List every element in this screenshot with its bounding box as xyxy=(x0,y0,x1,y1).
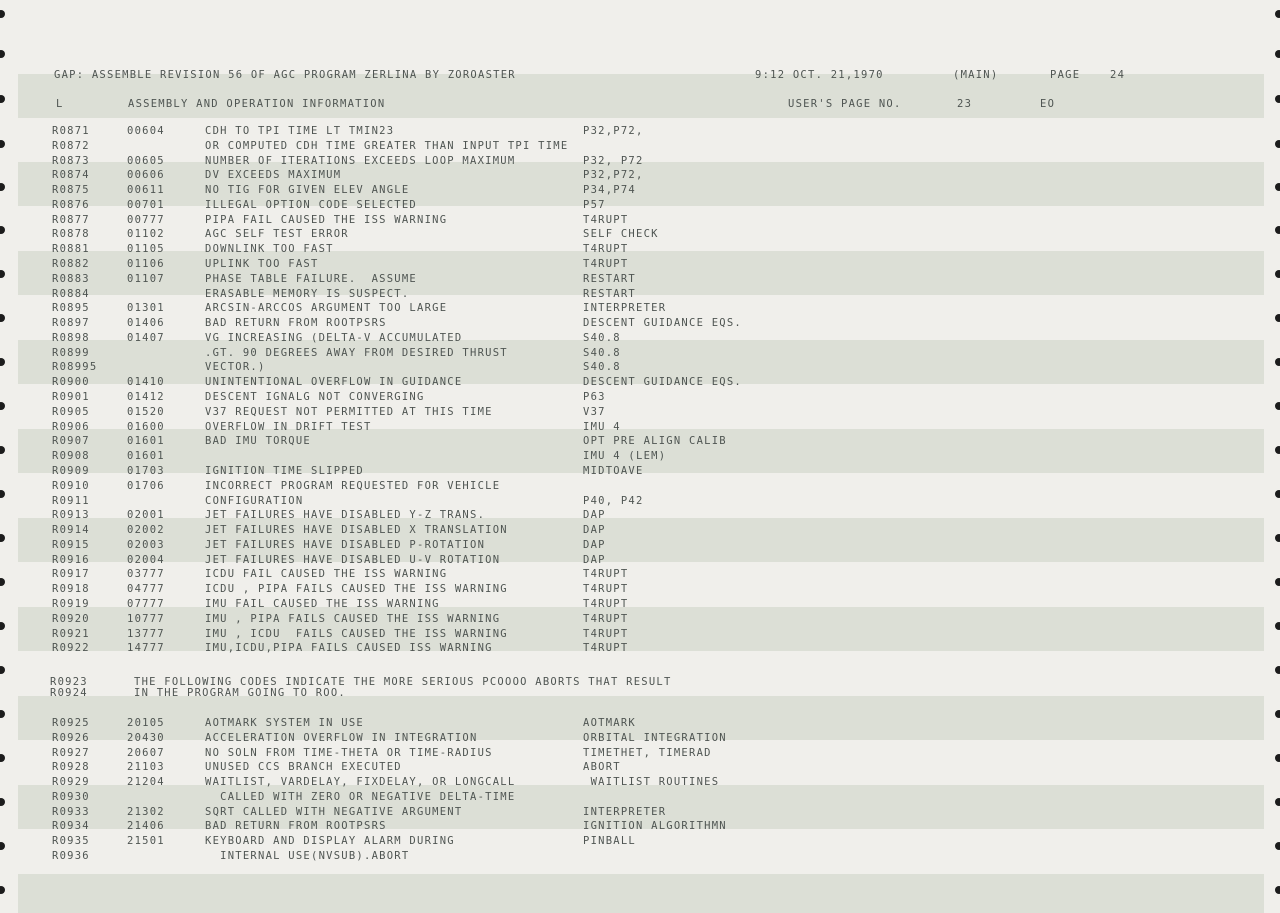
line-id: R0921 xyxy=(52,627,90,640)
line-id: R0925 xyxy=(52,717,90,729)
description: AGC SELF TEST ERROR xyxy=(205,228,349,241)
line-id: R0929 xyxy=(52,776,90,789)
feed-hole xyxy=(1275,754,1280,762)
reference: AOTMARK xyxy=(583,717,637,729)
header-section: (MAIN) xyxy=(953,69,999,81)
description: JET FAILURES HAVE DISABLED U-V ROTATION xyxy=(205,553,501,566)
reference: WAITLIST ROUTINES xyxy=(583,776,720,789)
line-id: R0871 xyxy=(52,125,90,137)
reference: P57 xyxy=(583,198,606,211)
reference: IGNITION ALGORITHMN xyxy=(583,820,727,833)
description: ICDU , PIPA FAILS CAUSED THE ISS WARNING xyxy=(205,583,508,596)
reference: S40.8 xyxy=(583,346,621,359)
reference: V37 xyxy=(583,405,606,418)
description: SQRT CALLED WITH NEGATIVE ARGUMENT xyxy=(205,805,463,818)
feed-hole xyxy=(1275,534,1280,542)
octal-code: 01601 xyxy=(127,450,165,463)
line-id: R0899 xyxy=(52,346,90,359)
octal-code: 00611 xyxy=(127,184,165,197)
description: DV EXCEEDS MAXIMUM xyxy=(205,169,342,182)
octal-code: 04777 xyxy=(127,583,165,596)
description: IMU FAIL CAUSED THE ISS WARNING xyxy=(205,597,440,610)
feed-hole xyxy=(0,754,5,762)
feed-hole xyxy=(1275,358,1280,366)
line-id: R0872 xyxy=(52,139,90,152)
octal-code: 01107 xyxy=(127,272,165,285)
feed-hole xyxy=(1275,314,1280,322)
line-id: R0897 xyxy=(52,317,90,330)
line-id: R0874 xyxy=(52,169,90,182)
line-id: R0882 xyxy=(52,258,90,271)
description: IGNITION TIME SLIPPED xyxy=(205,464,365,477)
octal-code: 01410 xyxy=(127,376,165,389)
reference: P32,P72, xyxy=(583,169,644,182)
feed-hole xyxy=(1275,402,1280,410)
header-assemble-line: GAP: ASSEMBLE REVISION 56 OF AGC PROGRAM ZERLINA BY ZOROASTER xyxy=(54,69,516,81)
line-id: R0878 xyxy=(52,228,90,241)
reference: T4RUPT xyxy=(583,568,629,581)
feed-hole xyxy=(0,10,5,18)
description: ACCELERATION OVERFLOW IN INTEGRATION xyxy=(205,731,478,744)
reference: P40, P42 xyxy=(583,494,644,507)
reference: DESCENT GUIDANCE EQS. xyxy=(583,376,743,389)
reference: DESCENT GUIDANCE EQS. xyxy=(583,317,743,330)
octal-code: 01406 xyxy=(127,317,165,330)
line-id: R0936 xyxy=(52,850,90,863)
line-id: R0930 xyxy=(52,790,90,803)
description: ARCSIN-ARCCOS ARGUMENT TOO LARGE xyxy=(205,302,448,315)
reference: IMU 4 (LEM) xyxy=(583,450,667,463)
description: INTERNAL USE(NVSUB).ABORT xyxy=(205,850,410,863)
line-id: R0884 xyxy=(52,287,90,300)
feed-hole xyxy=(1275,226,1280,234)
header-users-page-number: 23 xyxy=(957,98,973,110)
octal-code: 00605 xyxy=(127,154,165,167)
note-line-2: IN THE PROGRAM GOING TO ROO. xyxy=(134,687,347,699)
feed-hole xyxy=(0,798,5,806)
feed-hole xyxy=(0,534,5,542)
feed-hole xyxy=(1275,270,1280,278)
reference: S40.8 xyxy=(583,331,621,344)
feed-hole xyxy=(0,886,5,894)
note-line-1: THE FOLLOWING CODES INDICATE THE MORE SERIOUS PCOOOO ABORTS THAT RESULT xyxy=(134,676,672,688)
note-line-id: R0923 xyxy=(50,676,88,688)
description: ICDU FAIL CAUSED THE ISS WARNING xyxy=(205,568,448,581)
octal-code: 00777 xyxy=(127,213,165,226)
description: UNINTENTIONAL OVERFLOW IN GUIDANCE xyxy=(205,376,463,389)
line-id: R0905 xyxy=(52,405,90,418)
description: PHASE TABLE FAILURE. ASSUME xyxy=(205,272,418,285)
header-eo: EO xyxy=(1040,98,1056,110)
reference: T4RUPT xyxy=(583,258,629,271)
line-id: R0900 xyxy=(52,376,90,389)
octal-code: 01412 xyxy=(127,391,165,404)
octal-code: 01301 xyxy=(127,302,165,315)
reference: T4RUPT xyxy=(583,243,629,256)
feed-hole xyxy=(0,490,5,498)
feed-hole xyxy=(1275,842,1280,850)
description: DOWNLINK TOO FAST xyxy=(205,243,334,256)
description: DESCENT IGNALG NOT CONVERGING xyxy=(205,391,425,404)
feed-hole xyxy=(0,314,5,322)
description: BAD RETURN FROM ROOTPSRS xyxy=(205,820,387,833)
line-id: R0907 xyxy=(52,435,90,448)
header-timestamp: 9:12 OCT. 21,1970 xyxy=(755,69,884,81)
description: VECTOR.) xyxy=(205,361,266,374)
octal-code: 00606 xyxy=(127,169,165,182)
line-id: R0895 xyxy=(52,302,90,315)
line-id: R0927 xyxy=(52,746,90,759)
feed-hole xyxy=(0,270,5,278)
greenbar-band xyxy=(18,874,1264,913)
feed-hole xyxy=(0,140,5,148)
reference: OPT PRE ALIGN CALIB xyxy=(583,435,727,448)
description: KEYBOARD AND DISPLAY ALARM DURING xyxy=(205,835,455,848)
line-id: R0920 xyxy=(52,612,90,625)
feed-hole xyxy=(0,358,5,366)
reference: RESTART xyxy=(583,287,637,300)
octal-code: 01601 xyxy=(127,435,165,448)
description: IMU,ICDU,PIPA FAILS CAUSED ISS WARNING xyxy=(205,642,493,655)
octal-code: 03777 xyxy=(127,568,165,581)
reference: T4RUPT xyxy=(583,612,629,625)
line-id: R0916 xyxy=(52,553,90,566)
octal-code: 01520 xyxy=(127,405,165,418)
feed-hole xyxy=(0,710,5,718)
line-id: R0919 xyxy=(52,597,90,610)
description: UNUSED CCS BRANCH EXECUTED xyxy=(205,761,402,774)
line-id: R0877 xyxy=(52,213,90,226)
reference: T4RUPT xyxy=(583,627,629,640)
octal-code: 13777 xyxy=(127,627,165,640)
octal-code: 20607 xyxy=(127,746,165,759)
octal-code: 01106 xyxy=(127,258,165,271)
reference: P34,P74 xyxy=(583,184,637,197)
feed-hole xyxy=(0,446,5,454)
description: CDH TO TPI TIME LT TMIN23 xyxy=(205,125,395,137)
octal-code: 10777 xyxy=(127,612,165,625)
reference: T4RUPT xyxy=(583,597,629,610)
reference: INTERPRETER xyxy=(583,302,667,315)
description: NUMBER OF ITERATIONS EXCEEDS LOOP MAXIMUM xyxy=(205,154,516,167)
line-id: R0911 xyxy=(52,494,90,507)
line-id: R0906 xyxy=(52,420,90,433)
octal-code: 21302 xyxy=(127,805,165,818)
description: BAD IMU TORQUE xyxy=(205,435,312,448)
feed-hole xyxy=(1275,183,1280,191)
reference: ORBITAL INTEGRATION xyxy=(583,731,727,744)
feed-hole xyxy=(1275,140,1280,148)
octal-code: 21406 xyxy=(127,820,165,833)
line-id: R0873 xyxy=(52,154,90,167)
feed-hole xyxy=(1275,710,1280,718)
description: VG INCREASING (DELTA-V ACCUMULATED xyxy=(205,331,463,344)
header-subtitle: ASSEMBLY AND OPERATION INFORMATION xyxy=(128,98,386,110)
reference: SELF CHECK xyxy=(583,228,659,241)
feed-hole xyxy=(0,402,5,410)
description: INCORRECT PROGRAM REQUESTED FOR VEHICLE xyxy=(205,479,501,492)
line-id: R0922 xyxy=(52,642,90,655)
reference: DAP xyxy=(583,538,606,551)
reference: T4RUPT xyxy=(583,213,629,226)
reference: P63 xyxy=(583,391,606,404)
description: V37 REQUEST NOT PERMITTED AT THIS TIME xyxy=(205,405,493,418)
octal-code: 20105 xyxy=(127,717,165,729)
octal-code: 00604 xyxy=(127,125,165,137)
description: IMU , PIPA FAILS CAUSED THE ISS WARNING xyxy=(205,612,501,625)
reference: P32,P72, xyxy=(583,125,644,137)
description: CALLED WITH ZERO OR NEGATIVE DELTA-TIME xyxy=(205,790,516,803)
description: UPLINK TOO FAST xyxy=(205,258,319,271)
line-id: R0901 xyxy=(52,391,90,404)
description: WAITLIST, VARDELAY, FIXDELAY, OR LONGCALL xyxy=(205,776,516,789)
feed-hole xyxy=(1275,798,1280,806)
reference: S40.8 xyxy=(583,361,621,374)
feed-hole xyxy=(1275,95,1280,103)
reference: MIDTOAVE xyxy=(583,464,644,477)
reference: ABORT xyxy=(583,761,621,774)
feed-hole xyxy=(0,666,5,674)
description: NO SOLN FROM TIME-THETA OR TIME-RADIUS xyxy=(205,746,493,759)
line-id: R0881 xyxy=(52,243,90,256)
octal-code: 02002 xyxy=(127,524,165,537)
octal-code: 02001 xyxy=(127,509,165,522)
octal-code: 14777 xyxy=(127,642,165,655)
description: CONFIGURATION xyxy=(205,494,304,507)
feed-hole xyxy=(1275,50,1280,58)
octal-code: 01703 xyxy=(127,464,165,477)
reference: RESTART xyxy=(583,272,637,285)
description: IMU , ICDU FAILS CAUSED THE ISS WARNING xyxy=(205,627,508,640)
header-users-page-label: USER'S PAGE NO. xyxy=(788,98,902,110)
line-id: R0883 xyxy=(52,272,90,285)
feed-hole xyxy=(0,50,5,58)
reference: TIMETHET, TIMERAD xyxy=(583,746,712,759)
line-id: R0934 xyxy=(52,820,90,833)
header-line-marker: L xyxy=(56,98,64,110)
octal-code: 02004 xyxy=(127,553,165,566)
description: NO TIG FOR GIVEN ELEV ANGLE xyxy=(205,184,410,197)
feed-hole xyxy=(1275,10,1280,18)
description: ERASABLE MEMORY IS SUSPECT. xyxy=(205,287,410,300)
octal-code: 01105 xyxy=(127,243,165,256)
octal-code: 20430 xyxy=(127,731,165,744)
line-id: R0918 xyxy=(52,583,90,596)
description: OVERFLOW IN DRIFT TEST xyxy=(205,420,372,433)
line-id: R0928 xyxy=(52,761,90,774)
line-id: R0910 xyxy=(52,479,90,492)
octal-code: 21204 xyxy=(127,776,165,789)
feed-hole xyxy=(1275,490,1280,498)
line-id: R0933 xyxy=(52,805,90,818)
line-id: R0926 xyxy=(52,731,90,744)
note-line-id: R0924 xyxy=(50,687,88,699)
line-id: R0915 xyxy=(52,538,90,551)
feed-hole xyxy=(1275,666,1280,674)
reference: T4RUPT xyxy=(583,642,629,655)
reference: IMU 4 xyxy=(583,420,621,433)
line-id: R0875 xyxy=(52,184,90,197)
line-id: R0909 xyxy=(52,464,90,477)
feed-hole xyxy=(1275,578,1280,586)
octal-code: 01600 xyxy=(127,420,165,433)
description: BAD RETURN FROM ROOTPSRS xyxy=(205,317,387,330)
feed-hole xyxy=(0,226,5,234)
reference: PINBALL xyxy=(583,835,637,848)
octal-code: 01102 xyxy=(127,228,165,241)
reference: T4RUPT xyxy=(583,583,629,596)
reference: INTERPRETER xyxy=(583,805,667,818)
octal-code: 01407 xyxy=(127,331,165,344)
feed-hole xyxy=(1275,446,1280,454)
line-id: R0898 xyxy=(52,331,90,344)
feed-hole xyxy=(0,622,5,630)
feed-hole xyxy=(1275,886,1280,894)
reference: DAP xyxy=(583,509,606,522)
feed-hole xyxy=(0,842,5,850)
description: .GT. 90 DEGREES AWAY FROM DESIRED THRUST xyxy=(205,346,508,359)
feed-hole xyxy=(0,578,5,586)
line-id: R0908 xyxy=(52,450,90,463)
line-id: R0917 xyxy=(52,568,90,581)
description: OR COMPUTED CDH TIME GREATER THAN INPUT TPI TIME xyxy=(205,139,569,152)
octal-code: 00701 xyxy=(127,198,165,211)
header-page-label: PAGE xyxy=(1050,69,1081,81)
description: JET FAILURES HAVE DISABLED X TRANSLATION xyxy=(205,524,508,537)
feed-hole xyxy=(1275,622,1280,630)
octal-code: 07777 xyxy=(127,597,165,610)
line-id: R08995 xyxy=(52,361,98,374)
reference: P32, P72 xyxy=(583,154,644,167)
octal-code: 21103 xyxy=(127,761,165,774)
octal-code: 02003 xyxy=(127,538,165,551)
description: PIPA FAIL CAUSED THE ISS WARNING xyxy=(205,213,448,226)
feed-hole xyxy=(0,183,5,191)
description: AOTMARK SYSTEM IN USE xyxy=(205,717,365,729)
octal-code: 21501 xyxy=(127,835,165,848)
header-page-number: 24 xyxy=(1110,69,1126,81)
feed-hole xyxy=(0,95,5,103)
description: ILLEGAL OPTION CODE SELECTED xyxy=(205,198,418,211)
octal-code: 01706 xyxy=(127,479,165,492)
line-id: R0914 xyxy=(52,524,90,537)
description: JET FAILURES HAVE DISABLED P-ROTATION xyxy=(205,538,486,551)
line-id: R0935 xyxy=(52,835,90,848)
line-id: R0913 xyxy=(52,509,90,522)
description: JET FAILURES HAVE DISABLED Y-Z TRANS. xyxy=(205,509,486,522)
reference: DAP xyxy=(583,553,606,566)
reference: DAP xyxy=(583,524,606,537)
line-id: R0876 xyxy=(52,198,90,211)
